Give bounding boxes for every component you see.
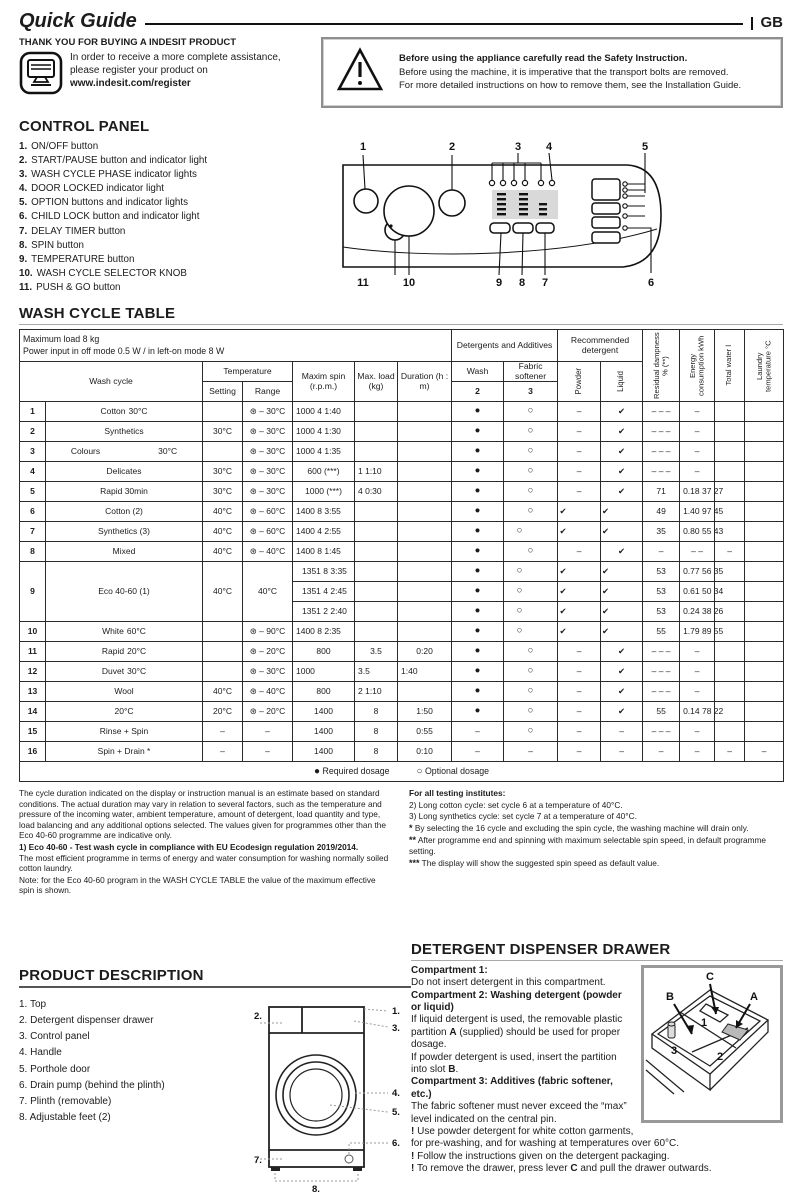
required-dosage-icon: ● [314, 766, 321, 778]
table-row: 10 White 60°C ⊛ – 90°C 1400 8 2:35 ● ○ ✔ ✔ 55 1.79 89 55 [20, 622, 784, 642]
list-item: 5. Porthole door [19, 1063, 91, 1075]
header-duration: Duration (h : m) [398, 362, 452, 402]
table-row: 12 Duvet 30°C ⊛ – 30°C 1000 3.5 1:40 ● ○ – ✔ – – – – [20, 662, 784, 682]
list-item: 4. Handle [19, 1047, 62, 1059]
list-item: 8. SPIN button [19, 239, 84, 251]
table-footnotes [19, 788, 783, 897]
header-compartment-2: 2 [452, 382, 504, 402]
header-recommended-group: Recommended detergent [558, 330, 643, 362]
table-row: 1351 4 2:45 ● ○ ✔ ✔ 53 0.61 50 34 [20, 582, 784, 602]
control-panel-diagram [335, 137, 783, 294]
drawer-compartment-2: 2 [716, 1050, 724, 1063]
cp-callout-1: 1 [359, 141, 367, 153]
footnotes-right: For all testing institutes: 2) Long cotton cycle: set cycle 6 at a temperature of 40°C. 3) Long synthetics cycle: set cycle 7 at a temperature of 40°C. * By selecting the 16 cycle and excluding the spin cycle, the washing machine will drain only. ** After programme end and spinning with maximum selectable spin speed, in default programme setting. *** The display will show the suggested spin speed as default value. [409, 788, 767, 868]
list-item: 1. ON/OFF button [19, 141, 99, 152]
wash-cycle-table [19, 329, 784, 782]
table-row: 16 Spin + Drain * – – 1400 8 0:10 – – – – – – – – [20, 742, 784, 762]
pd-callout-7: 7. [254, 1154, 262, 1166]
header-range: Range [243, 382, 293, 402]
pd-callout-4: 4. [392, 1087, 400, 1099]
intro-row [19, 37, 783, 108]
drawer-callout-B: B [666, 990, 674, 1003]
list-item: 5. OPTION buttons and indicator lights [19, 197, 188, 209]
table-row: 11 Rapid 20°C ⊛ – 20°C 800 3.5 0:20 ● ○ – ✔ – – – – [20, 642, 784, 662]
list-item: 1. Top [19, 998, 47, 1010]
control-panel-title: CONTROL PANEL [19, 118, 150, 135]
cp-callout-9: 9 [495, 277, 503, 289]
detergent-drawer-diagram [641, 965, 783, 1123]
drawer-compartment-1: 1 [700, 1016, 708, 1029]
list-item: 10. WASH CYCLE SELECTOR KNOB [19, 267, 187, 279]
header-laundry-temperature: Laundry temperature °C [745, 330, 784, 402]
warning-triangle-icon [335, 46, 385, 99]
header-wash-cycle: Wash cycle [20, 362, 203, 402]
list-item: 9. TEMPERATURE button [19, 253, 135, 265]
table-row: 7 Synthetics (3) 40°C ⊛ – 60°C 1400 4 2:55 ● ○ ✔ ✔ 35 0.80 55 43 [20, 522, 784, 542]
page-title: Quick Guide [19, 10, 137, 32]
table-row: 13 Wool 40°C ⊛ – 40°C 800 2 1:10 ● ○ – ✔ – – – – [20, 682, 784, 702]
section-rule [19, 986, 411, 988]
header-detergents-group: Detergents and Additives [452, 330, 558, 362]
product-parts-list [19, 997, 254, 1198]
page-header [19, 10, 783, 33]
table-row: 14 20°C 20°C ⊛ – 20°C 1400 8 1:50 ● ○ – ✔ 55 0.14 78 22 [20, 702, 784, 722]
product-description-section [19, 931, 411, 1198]
header-temperature: Temperature [203, 362, 293, 382]
section-rule [411, 960, 783, 961]
safety-warning-box [321, 37, 783, 108]
table-legend: ● Required dosage ○ Optional dosage [20, 762, 784, 782]
header-powder: Powder [558, 362, 601, 402]
pd-callout-6: 6. [392, 1137, 400, 1149]
list-item: 7. Plinth (removable) [19, 1095, 112, 1107]
drawer-callout-A: A [750, 990, 758, 1003]
header-liquid: Liquid [601, 362, 643, 402]
header-wash: Wash [452, 362, 504, 382]
cp-callout-3: 3 [514, 141, 522, 153]
detergent-drawer-title: DETERGENT DISPENSER DRAWER [411, 940, 671, 958]
header-total-water: Total water l [715, 330, 745, 402]
register-text: In order to receive a more complete assistance, please register your product on www.indesit.com/register [70, 52, 281, 89]
header-max-spin: Maxim spin (r.p.m.) [293, 362, 355, 402]
thanks-line: THANK YOU FOR BUYING A INDESIT PRODUCT [19, 37, 237, 48]
table-row: 4 Delicates 30°C ⊛ – 30°C 600 (***) 1 1:10 ● ○ – ✔ – – – – [20, 462, 784, 482]
table-info: Maximum load 8 kg Power input in off mode 0.5 W / in left-on mode 8 W [20, 330, 452, 362]
optional-dosage-icon: ○ [416, 766, 423, 778]
detergent-drawer-section: DETERGENT DISPENSER DRAWER B C A 1 2 3 Compartment 1: Do not insert detergent in this compartment. Compartment 2: Washing detergent (powder or liquid) If liquid detergent is used, the removable plastic partition A (supplied) should be used for proper dosage. If powder detergent is used, insert the partition into slot B. Compartment 3: Additives (fabric softener, etc.) The fabric softener must never exceed the “max” level indicated on the central pin. ! Use powder detergent for white cotton garments, for pre-washing, and for washing at temperatures over 60°C. ! Follow the instructions given on the detergent packaging. ! To remove the drawer, press lever C and pull the drawer outwards. [411, 931, 783, 1198]
warning-text: Before using the appliance carefully read the Safety Instruction. Before using the machine, it is imperative that the transport bolts are removed. For more detailed instructions on how to remove them, see the Installation Guide. [399, 53, 742, 92]
washing-machine-diagram [254, 993, 411, 1198]
table-row: 6 Cotton (2) 40°C ⊛ – 60°C 1400 8 3:55 ● ○ ✔ ✔ 49 1.40 97 45 [20, 502, 784, 522]
cp-callout-5: 5 [641, 141, 649, 153]
list-item: 3. Control panel [19, 1031, 90, 1043]
list-item: 4. DOOR LOCKED indicator light [19, 183, 165, 195]
header-max-load: Max. load (kg) [355, 362, 398, 402]
table-row: 3 Colours 30°C ⊛ – 30°C 1000 4 1:35 ● ○ – ✔ – – – – [20, 442, 784, 462]
pd-callout-8: 8. [312, 1183, 320, 1193]
footnotes-left: The cycle duration indicated on the display or instruction manual is an estimate based on standard conditions. The actual duration may vary in relation to several factors, such as the temperature and pressure of the incoming water, ambient temperature, amount of detergent, load quantity and type, load balancing and any additional options selected. The values given for programmes other than the Eco 40-60 programme are indicative only. 1) Eco 40-60 - Test wash cycle in compliance with EU Ecodesign regulation 2019/2014. The most efficient programme in terms of energy and water consumption for washing normally soiled cotton laundry. Note: for the Eco 40-60 program in the WASH CYCLE TABLE the value of the maximum effective spin is shown. [19, 788, 389, 896]
pd-callout-5: 5. [392, 1106, 400, 1118]
table-row: 5 Rapid 30min 30°C ⊛ – 30°C 1000 (***) 4 0:30 ● ○ – ✔ 71 0.18 37 27 [20, 482, 784, 502]
register-monitor-icon [19, 51, 63, 100]
section-rule [19, 324, 783, 325]
cp-callout-4: 4 [545, 141, 553, 153]
table-row: 15 Rinse + Spin – – 1400 8 0:55 – ○ – – – – – – [20, 722, 784, 742]
cp-callout-6: 6 [647, 277, 655, 289]
header-fabric-softener: Fabric softener [504, 362, 558, 382]
pd-callout-1: 1. [392, 1005, 400, 1017]
list-item: 6. CHILD LOCK button and indicator light [19, 211, 200, 223]
header-setting: Setting [203, 382, 243, 402]
cp-callout-8: 8 [518, 277, 526, 289]
header-tick [751, 17, 753, 30]
header-rule [145, 23, 743, 25]
drawer-compartment-3: 3 [670, 1044, 678, 1057]
list-item: 8. Adjustable feet (2) [19, 1112, 111, 1124]
list-item: 11. PUSH & GO button [19, 281, 121, 293]
list-item: 7. DELAY TIMER button [19, 225, 126, 237]
table-row: 2 Synthetics 30°C ⊛ – 30°C 1000 4 1:30 ● ○ – ✔ – – – – [20, 422, 784, 442]
header-compartment-3: 3 [504, 382, 558, 402]
table-row: 8 Mixed 40°C ⊛ – 40°C 1400 8 1:45 ● ○ – ✔ – – – – [20, 542, 784, 562]
header-energy-consumption: Energy consumption kWh [680, 330, 715, 402]
cp-callout-10: 10 [402, 277, 416, 289]
list-item: 2. START/PAUSE button and indicator light [19, 155, 208, 167]
cp-callout-7: 7 [541, 277, 549, 289]
list-item: 2. Detergent dispenser drawer [19, 1015, 154, 1026]
wash-cycle-table-title: WASH CYCLE TABLE [19, 305, 176, 323]
drawer-callout-C: C [706, 970, 714, 983]
table-row: 1351 2 2:40 ● ○ ✔ ✔ 53 0.24 38 26 [20, 602, 784, 622]
list-item: 3. WASH CYCLE PHASE indicator lights [19, 169, 197, 181]
cp-callout-2: 2 [448, 141, 456, 153]
header-residual-dampness: Residual dampness % (**) [643, 330, 680, 402]
pd-callout-2: 2. [254, 1010, 262, 1022]
region-code: GB [760, 14, 783, 31]
cp-callout-11: 11 [357, 277, 369, 289]
table-row: 9 Eco 40-60 (1) 40°C 40°C 1351 8 3:35 ● ○ ✔ ✔ 53 0.77 56 35 [20, 562, 784, 582]
pd-callout-3: 3. [392, 1022, 400, 1034]
intro-block [19, 37, 299, 108]
register-url: www.indesit.com/register [70, 78, 191, 89]
product-description-title: PRODUCT DESCRIPTION [19, 966, 204, 984]
list-item: 6. Drain pump (behind the plinth) [19, 1079, 165, 1091]
table-row: 1 Cotton 30°C ⊛ – 30°C 1000 4 1:40 ● ○ – ✔ – – – – [20, 402, 784, 422]
control-panel-list [19, 140, 335, 295]
